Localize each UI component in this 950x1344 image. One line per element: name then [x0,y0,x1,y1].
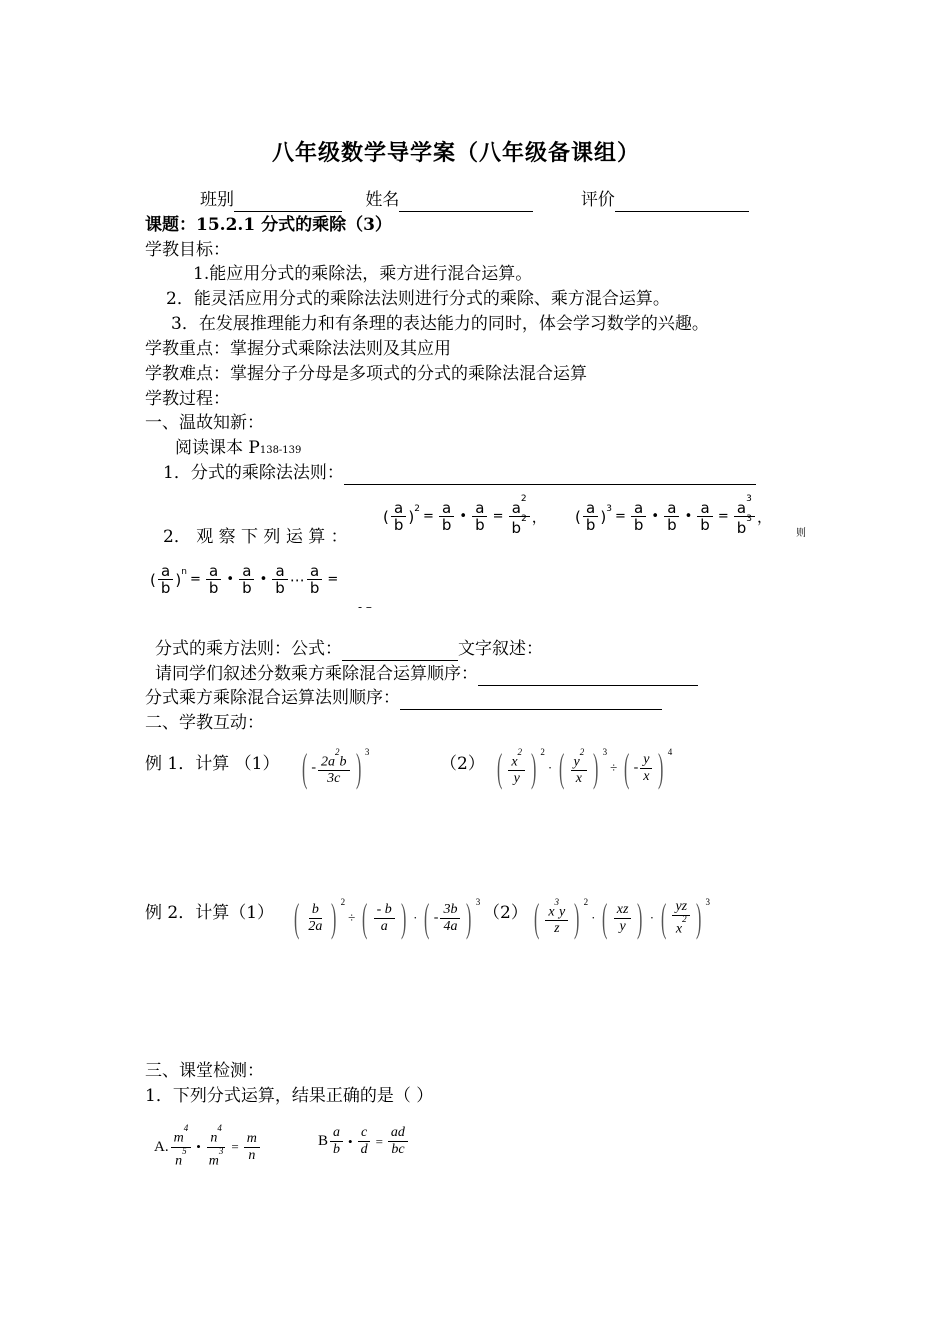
example2-expr1: ( $\frac{b}{2a}$ ) 2 ÷ ( $\frac{- b}{a}$ ) · ( - $\frac{3b}{4a}$ ) 3 [293,895,481,940]
example2-label: 例 2．计算（1） [145,903,275,923]
text-desc-label: 文字叙述： [458,639,543,659]
example2-expr2: ( $\frac{x^3y}{z}$ ) 2 · ( $\frac{xz}{y}$ ) · ( $\frac{yz}{x^2}$ ) 3 [533,895,710,940]
option-a[interactable]: A. $\frac{m^4}{n^5}$ • $\frac{n^4}{m^3}$ = $\frac{m}{n}$ [154,1125,262,1169]
rule-order-field[interactable] [400,689,662,710]
ask-order-field[interactable] [478,665,698,686]
topic-heading: 课题：15.2.1 分式的乘除（3） [145,215,392,235]
info-row [200,188,749,212]
class-field[interactable] [234,191,342,212]
ask-order-line [155,662,698,686]
objective-2: 2．能灵活应用分式的乘除法法则进行分式的乘除、乘方混合运算。 [166,289,670,309]
objective-1: 1.能应用分式的乘除法，乘方进行混合运算。 [193,264,533,284]
power-rule-label: 分式的乘方法则：公式： [155,639,342,659]
option-a-label: A. [154,1138,169,1155]
name-label: 姓名 [365,190,400,210]
then-label: 则 [796,528,806,539]
example1-expr1: ( - $\frac{2a^2b}{3c}$ ) 3 [301,745,370,790]
section1-heading: 一、温故知新： [145,413,264,433]
power-rule-line [155,637,543,661]
section3-heading: 三、课堂检测： [145,1061,264,1081]
option-b-label: B [318,1133,329,1149]
formula-field[interactable] [342,640,458,661]
formula-cube: ( $\frac{a}{b}$ ) 3 = $\frac{a}{b}$ • $\frac{a}{b}$ • $\frac{a}{b}$ = $\frac{a^3}{b^3}$ ， [575,494,773,537]
read-text: 阅读课本 P [175,438,260,458]
eval-label: 评价 [580,190,615,210]
page-title: 八年级数学导学案（八年级备课组） [272,140,641,166]
objectives-heading: 学教目标： [145,240,230,260]
item1-line [163,461,756,485]
key-point: 学教重点：掌握分式乘除法法则及其应用 [145,339,451,359]
item1-label: 1．分式的乘除法法则： [163,463,344,483]
formula-nth-power: ( $\frac{a}{b}$ ) n = $\frac{a}{b}$ • $\frac{a}{b}$ • $\frac{a}{b}$ ⋯ $\frac{a}{b}$ = [150,562,339,597]
name-field[interactable] [399,191,533,212]
example1-part2-label: （2） [440,754,485,774]
read-textbook [175,436,301,463]
dash-mark: - – [358,600,372,614]
formula-square: ( $\frac{a}{b}$ ) 2 = $\frac{a}{b}$ • $\frac{a}{b}$ = $\frac{a^2}{b^2}$ ， [383,494,547,537]
difficulty: 学教难点：掌握分子分母是多项式的分式的乘除法混合运算 [145,364,587,384]
rule-order-label: 分式乘方乘除混合运算法则顺序： [145,688,400,708]
section2-heading: 二、学教互动： [145,713,264,733]
option-b[interactable]: B $\frac{a}{b}$ • $\frac{c}{d}$ = $\frac{ad}{bc}$ [318,1125,410,1158]
item1-answer-field[interactable] [344,464,756,485]
example1-expr2: ( $\frac{x^2}{y}$ ) 2 · ( $\frac{y^2}{x}$ ) 3 ÷ ( - $\frac{y}{x}$ ) 4 [496,745,673,790]
ask-order-label: 请同学们叙述分数乘方乘除混合运算顺序： [155,664,478,684]
class-label: 班别 [200,190,234,210]
item2-label: 2． 观 察 下 列 运 算 ： [163,527,348,547]
eval-field[interactable] [615,191,749,212]
objective-3: 3．在发展推理能力和有条理的表达能力的同时，体会学习数学的兴趣。 [171,314,709,334]
example1-label: 例 1．计算 （1） [145,754,280,774]
question1: 1．下列分式运算，结果正确的是（ ） [145,1086,434,1106]
read-pages: 138-139 [259,445,302,456]
example2-part2-label: （2） [483,903,528,923]
process-heading: 学教过程： [145,389,230,409]
rule-order-line [145,686,662,710]
